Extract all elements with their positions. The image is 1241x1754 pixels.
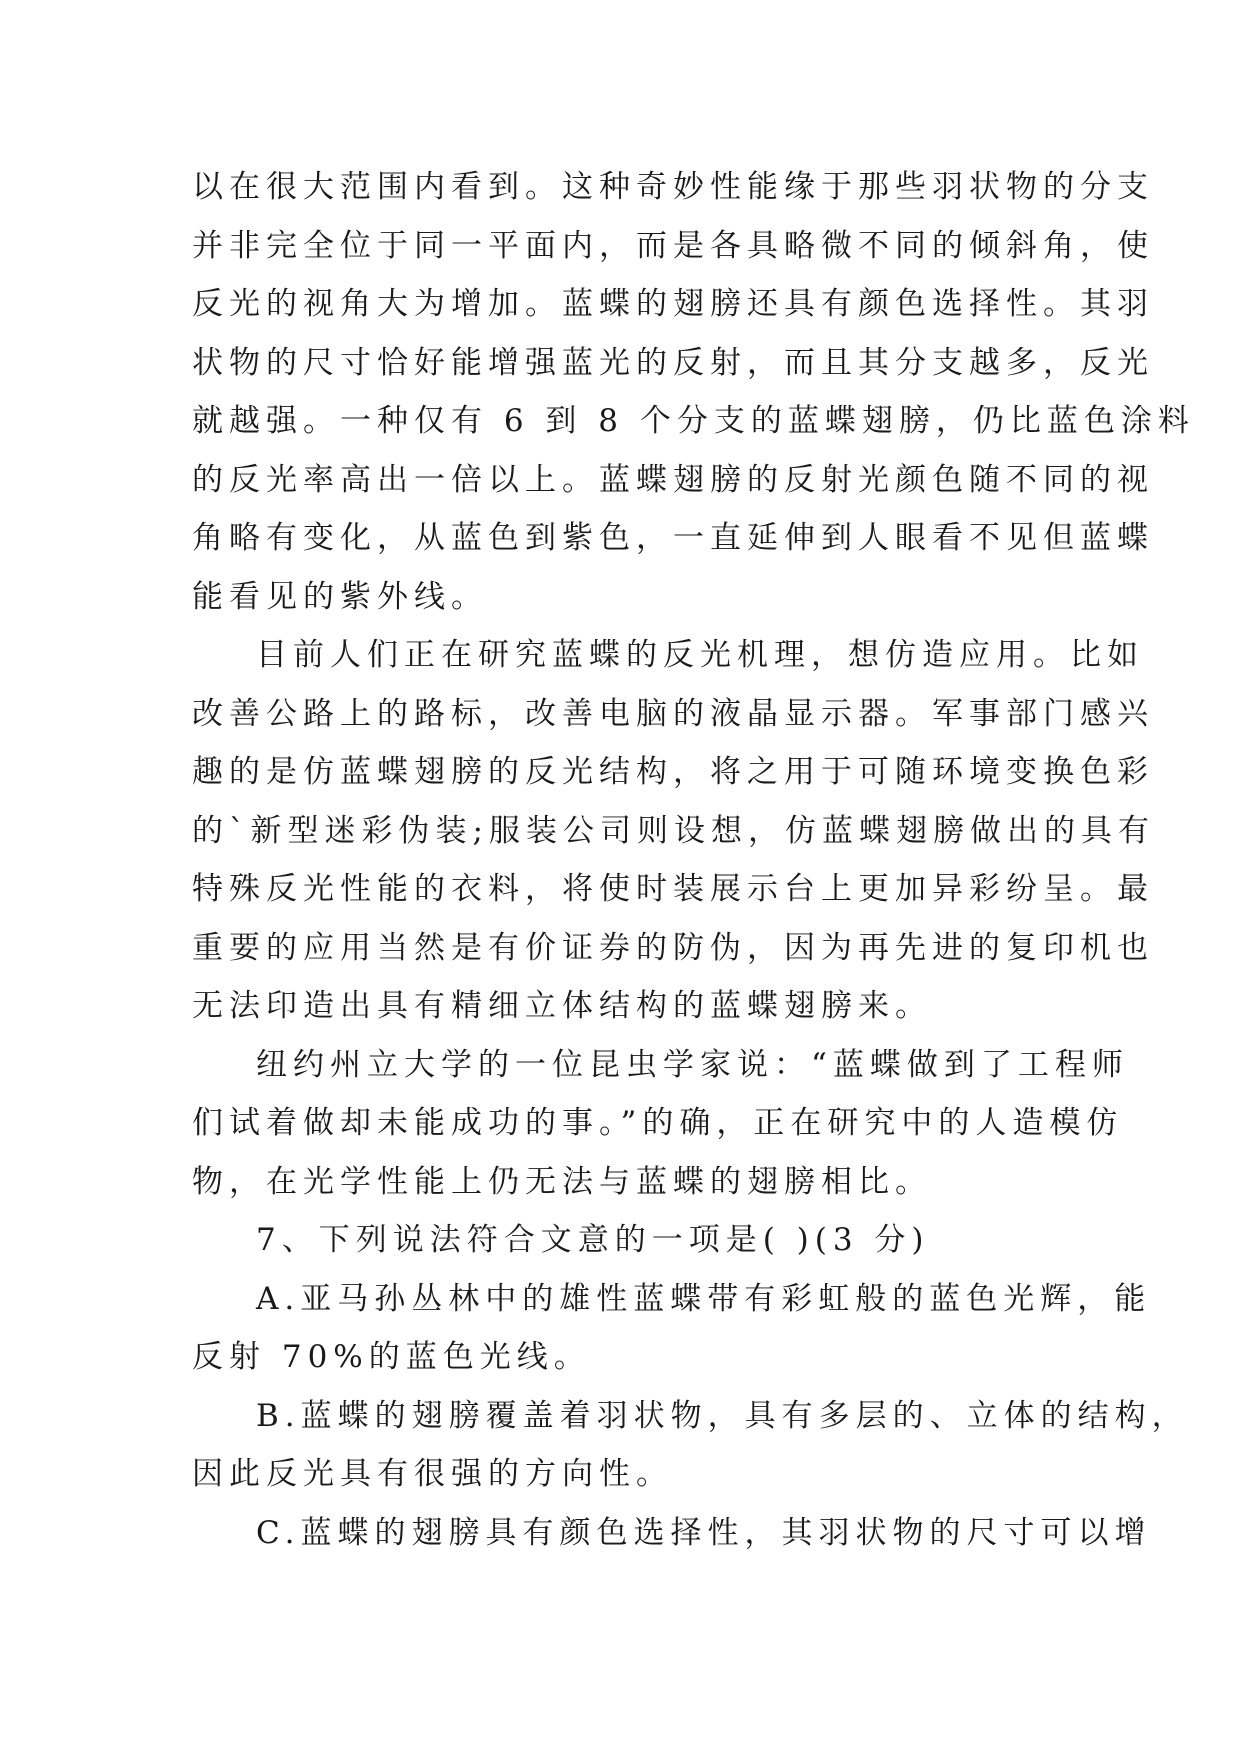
text-line: 趣的是仿蓝蝶翅膀的反光结构，将之用于可随环境变换色彩 [192, 754, 1154, 790]
paragraph-first-line: 纽约州立大学的一位昆虫学家说：“蓝蝶做到了工程师 [256, 1046, 1129, 1083]
text-line: 重要的应用当然是有价证券的防伪，因为再先进的复印机也 [192, 929, 1154, 966]
text-line: 状物的尺寸恰好能增强蓝光的反射，而且其分支越多，反光 [192, 344, 1154, 381]
option-b-continuation: 因此反光具有很强的方向性。 [192, 1456, 673, 1492]
text-line: 改善公路上的路标，改善电脑的液晶显示器。军事部门感兴 [192, 695, 1154, 732]
option-a-line: A.亚马孙丛林中的雄性蓝蝶带有彩虹般的蓝色光辉，能 [256, 1280, 1152, 1317]
text-line: 反光的视角大为增加。蓝蝶的翅膀还具有颜色选择性。其羽 [192, 286, 1154, 322]
text-line: 角略有变化，从蓝色到紫色，一直延伸到人眼看不见但蓝蝶 [192, 520, 1154, 556]
paragraph-first-line: 目前人们正在研究蓝蝶的反光机理，想仿造应用。比如 [256, 637, 1144, 673]
option-a-continuation: 反射 70%的蓝色光线。 [192, 1339, 591, 1375]
text-line: 并非完全位于同一平面内，而是各具略微不同的倾斜角，使 [192, 227, 1154, 264]
option-c-line: C.蓝蝶的翅膀具有颜色选择性，其羽状物的尺寸可以增 [256, 1514, 1152, 1551]
text-line: 的反光率高出一倍以上。蓝蝶翅膀的反射光颜色随不同的视 [192, 461, 1154, 498]
text-line: 特殊反光性能的衣料，将使时装展示台上更加异彩纷呈。最 [192, 871, 1154, 907]
question-stem: 7、下列说法符合文意的一项是( )(3 分) [256, 1222, 930, 1258]
text-line: 物，在光学性能上仍无法与蓝蝶的翅膀相比。 [192, 1163, 932, 1200]
text-line: 能看见的紫外线。 [192, 578, 488, 615]
text-line: 的`新型迷彩伪装;服装公司则设想，仿蓝蝶翅膀做出的具有 [192, 812, 1155, 849]
text-line: 以在很大范围内看到。这种奇妙性能缘于那些羽状物的分支 [192, 169, 1154, 205]
text-line: 们试着做却未能成功的事。”的确，正在研究中的人造模仿 [192, 1105, 1124, 1141]
text-line: 无法印造出具有精细立体结构的蓝蝶翅膀来。 [192, 988, 932, 1024]
text-line: 就越强。一种仅有 6 到 8 个分支的蓝蝶翅膀，仍比蓝色涂料 [192, 403, 1195, 439]
document-body [192, 158, 1195, 1562]
option-b-line: B.蓝蝶的翅膀覆盖着羽状物，具有多层的、立体的结构， [256, 1397, 1189, 1434]
